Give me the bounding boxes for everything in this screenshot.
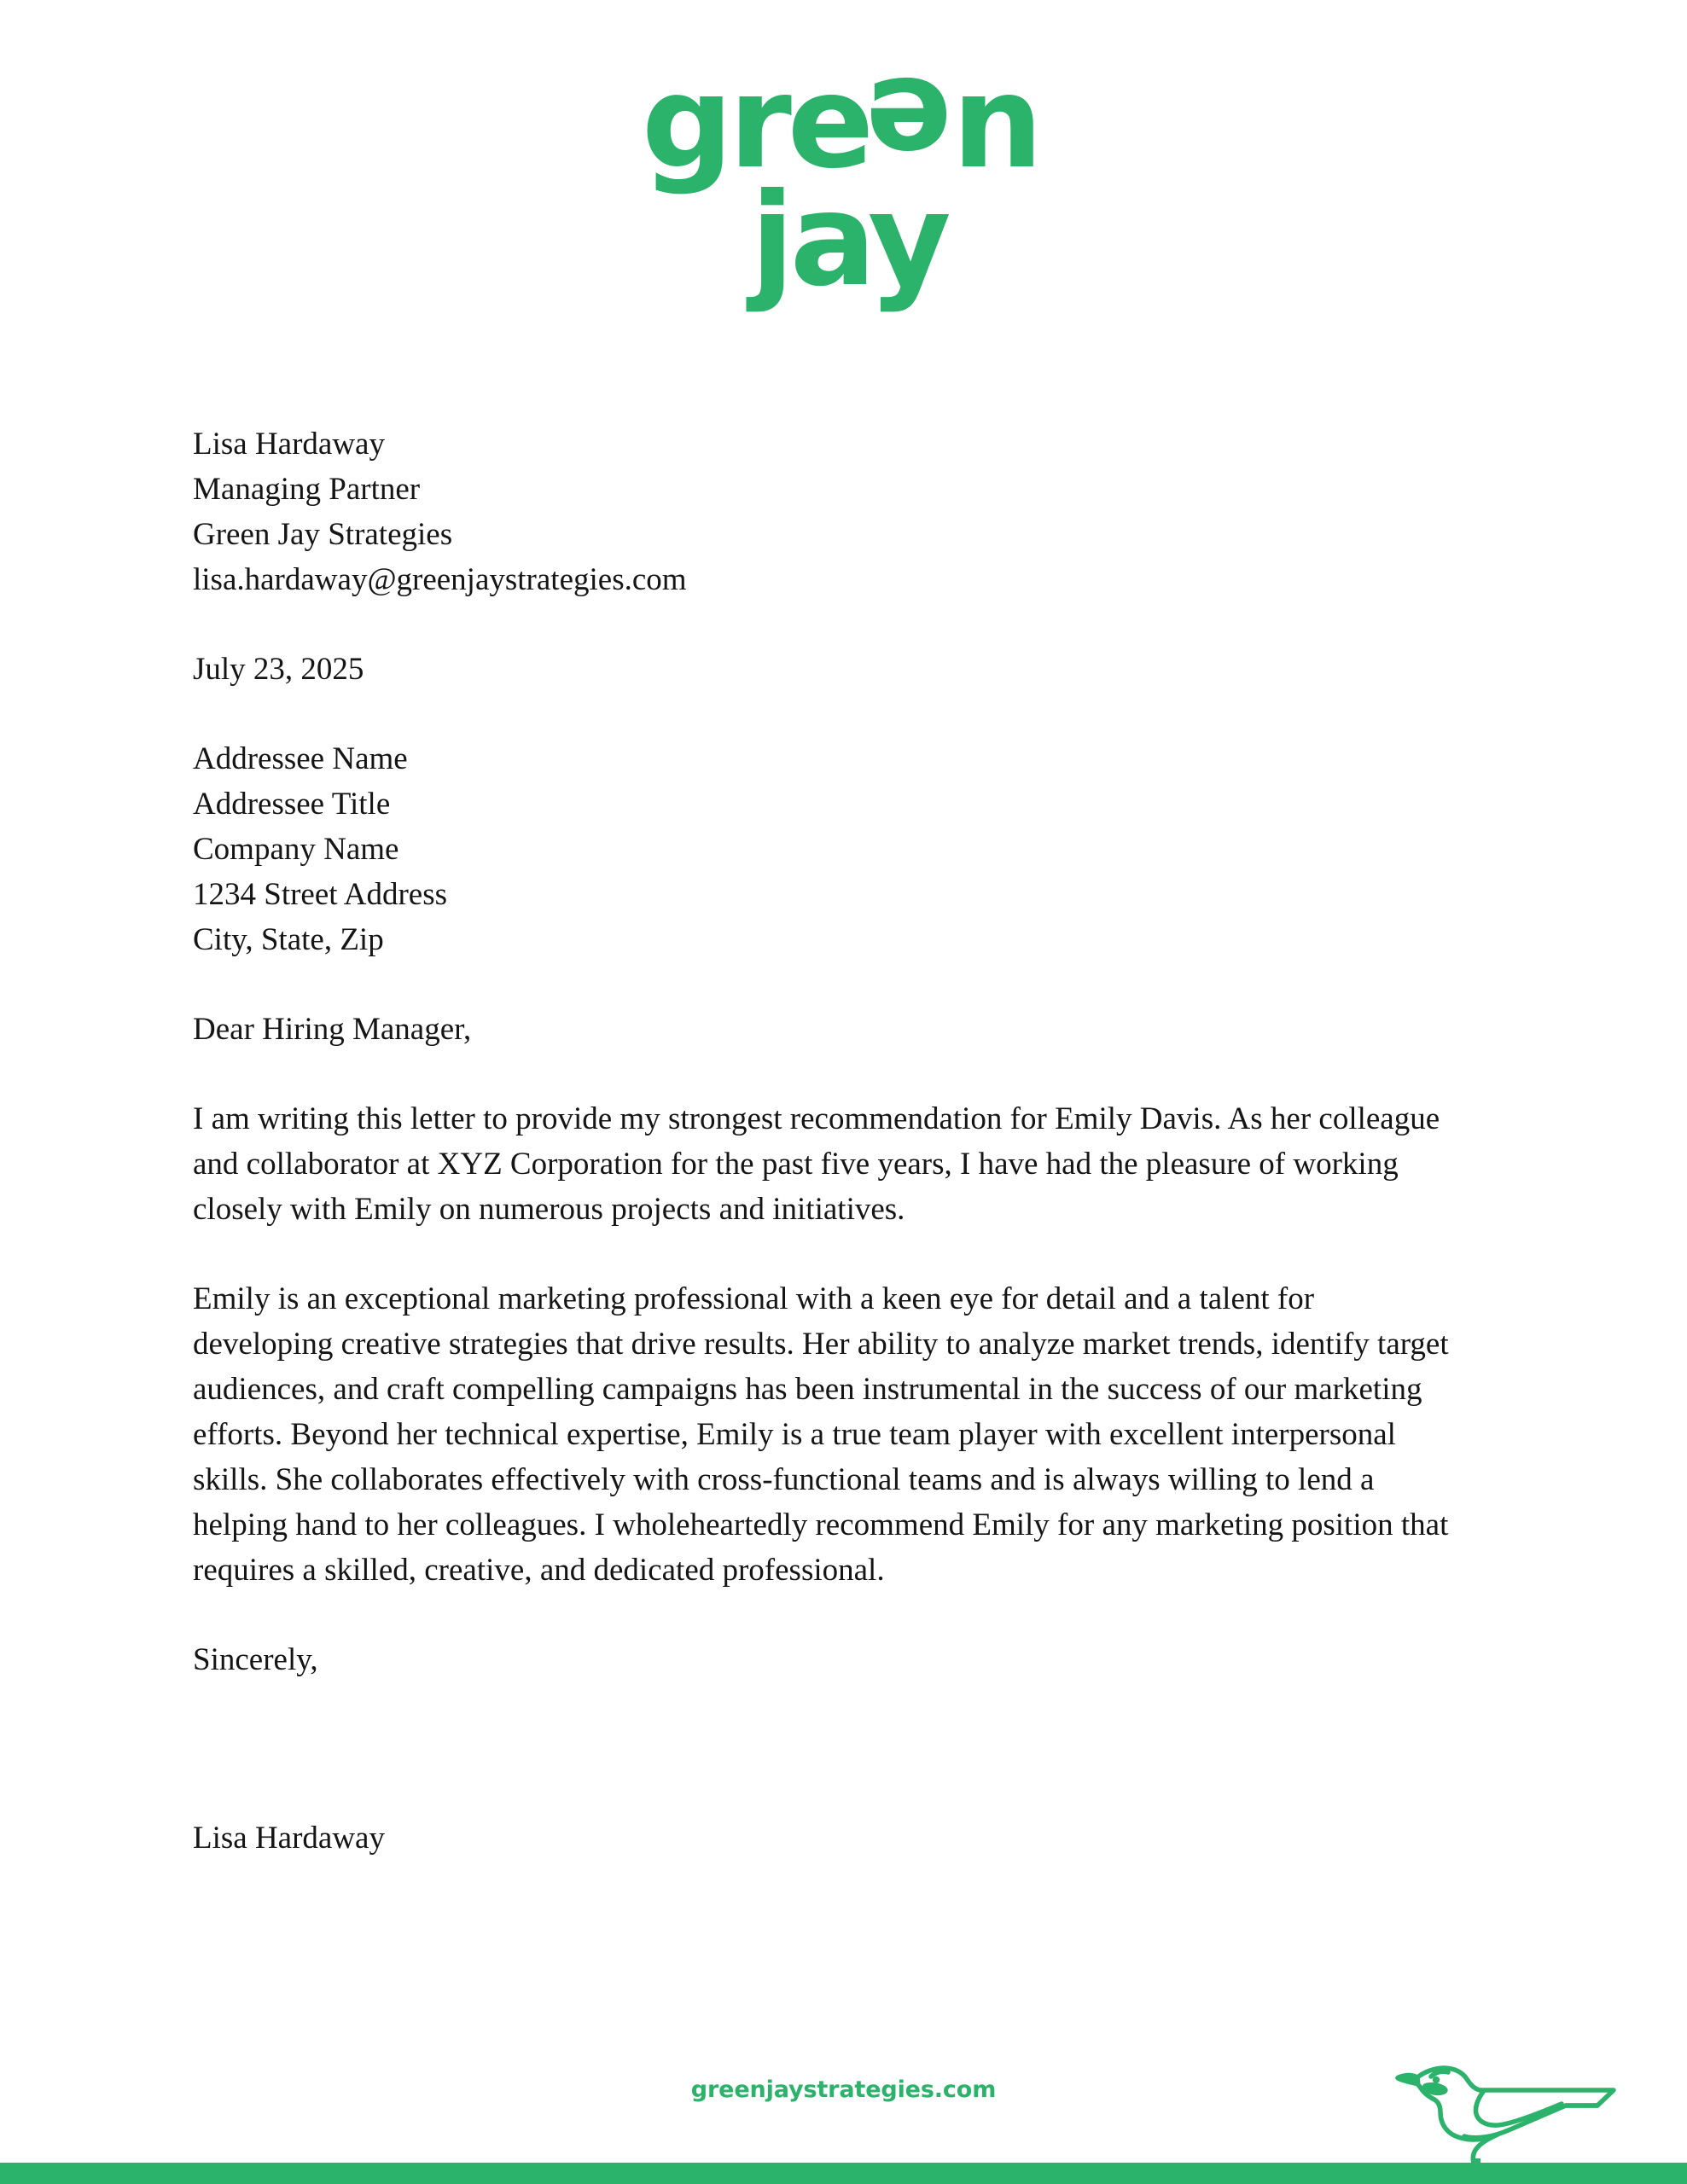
- logo-rotated-e-glyph: e: [870, 49, 952, 197]
- logo-text-part-2: n: [951, 49, 1039, 197]
- date-block: [193, 647, 1454, 692]
- footer-accent-bar: [0, 2163, 1687, 2184]
- signature-space: [193, 1727, 1454, 1815]
- addressee-title: Addressee Title: [193, 787, 391, 822]
- letter-paragraph-2: Emily is an exceptional marketing professional with a keen eye for detail and a talent for developing creative strategies that drive results. Her ability to analyze market trends, identify target audiences, and craft compelling campaigns has been instrumental in the success of our marketing efforts. Beyond her technical expertise, Emily is a true team player with excellent interpersonal skills. She collaborates effectively with cross-functional teams and is always willing to lend a helping hand to her colleagues. I wholeheartedly recommend Emily for any marketing position that requires a skilled, creative, and dedicated professional.: [193, 1281, 1449, 1588]
- sender-name: Lisa Hardaway: [193, 427, 385, 462]
- addressee-city-state-zip: City, State, Zip: [193, 922, 384, 957]
- signature-block: [193, 1815, 1454, 1861]
- addressee-name: Addressee Name: [193, 741, 408, 776]
- addressee-block: [193, 736, 1454, 962]
- letter-date: July 23, 2025: [193, 652, 364, 687]
- logo-wordmark-jay: jay: [750, 166, 947, 315]
- brand-logo: [0, 49, 1687, 315]
- letter-paragraph-1: I am writing this letter to provide my strongest recommendation for Emily Davis. As her colleague and collaborator at XYZ Corporation for the past five years, I have had the pleasure of working closely with Emily on numerous projects and initiatives.: [193, 1101, 1440, 1227]
- addressee-street: 1234 Street Address: [193, 877, 448, 912]
- sender-company: Green Jay Strategies: [193, 517, 453, 552]
- sender-title: Managing Partner: [193, 472, 421, 507]
- closing-block: [193, 1637, 1454, 1682]
- salutation-block: [193, 1007, 1454, 1052]
- sender-block: [193, 421, 1454, 602]
- closing-salutation: Sincerely,: [193, 1642, 318, 1677]
- addressee-company: Company Name: [193, 832, 399, 867]
- footer-website-url[interactable]: greenjaystrategies.com: [690, 2077, 997, 2103]
- signature-name: Lisa Hardaway: [193, 1821, 385, 1856]
- sender-email: lisa.hardaway@greenjaystrategies.com: [193, 562, 687, 597]
- salutation: Dear Hiring Manager,: [193, 1012, 472, 1047]
- logo-text-part-1: gre: [641, 49, 870, 197]
- letter-body: [193, 421, 1454, 1861]
